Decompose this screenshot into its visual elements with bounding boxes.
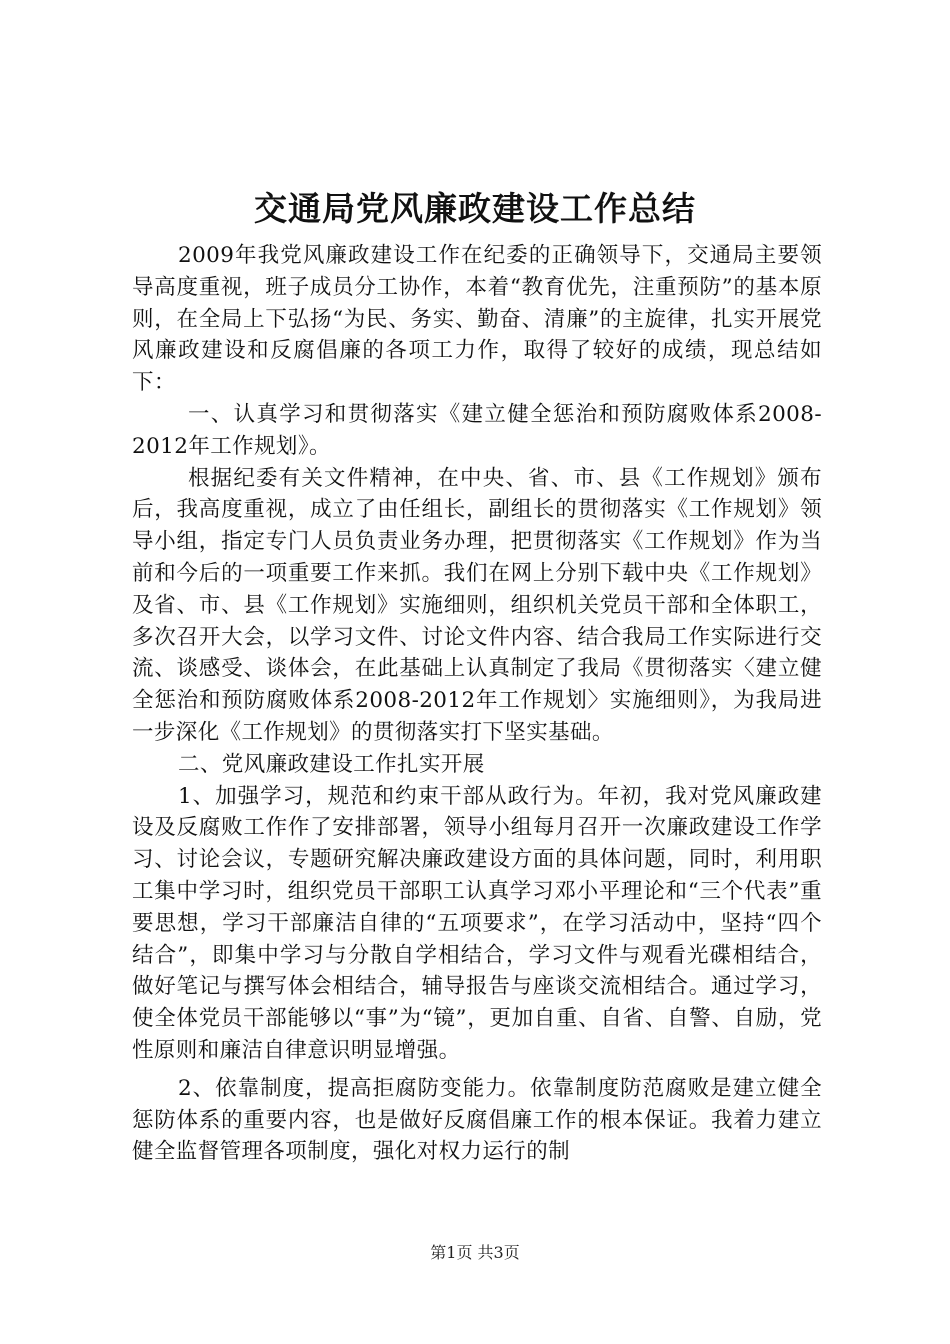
section-heading-1: 一、认真学习和贯彻落实《建立健全惩治和预防腐败体系2008-2012年工作规划》。 xyxy=(132,401,822,459)
document-body xyxy=(132,240,822,1168)
document-title: 交通局党风廉政建设工作总结 xyxy=(254,189,696,228)
intro-paragraph: 2009年我党风廉政建设工作在纪委的正确领导下，交通局主要领导高度重视，班子成员分工协作，本着“教育优先，注重预防”的基本原则，在全局上下弘扬“为民、务实、勤奋、清廉”的主旋律，扎实开展党风廉政建设和反腐倡廉的各项工力作，取得了较好的成绩，现总结如下： xyxy=(132,243,822,396)
section-heading-2: 二、党风廉政建设工作扎实开展 xyxy=(178,751,485,777)
section-2-item-2-paragraph: 2、依靠制度，提高拒腐防变能力。依靠制度防范腐败是建立健全惩防体系的重要内容，也是做好反腐倡廉工作的根本保证。我着力建立健全监督管理各项制度，强化对权力运行的制 xyxy=(132,1075,822,1165)
section-2-item-1-paragraph: 1、加强学习，规范和约束干部从政行为。年初，我对党风廉政建设及反腐败工作作了安排部署，领导小组每月召开一次廉政建设工作学习、讨论会议，专题研究解决廉政建设方面的具体问题，同时，利用职工集中学习时，组织党员干部职工认真学习邓小平理论和“三个代表”重要思想，学习干部廉洁自律的“五项要求”，在学习活动中，坚持“四个结合”，即集中学习与分散自学相结合，学习文件与观看光碟相结合，做好笔记与撰写体会相结合，辅导报告与座谈交流相结合。通过学习，使全体党员干部能够以“事”为“镜”，更加自重、自省、自警、自励，党性原则和廉洁自律意识明显增强。 xyxy=(132,783,822,1063)
page-number-footer: 第1页 共3页 xyxy=(430,1243,520,1262)
section-1-paragraph: 根据纪委有关文件精神，在中央、省、市、县《工作规划》颁布后，我高度重视，成立了由任组长，副组长的贯彻落实《工作规划》领导小组，指定专门人员负责业务办理，把贯彻落实《工作规划》作为当前和今后的一项重要工作来抓。我们在网上分别下载中央《工作规划》及省、市、县《工作规划》实施细则，组织机关党员干部和全体职工，多次召开大会，以学习文件、讨论文件内容、结合我局工作实际进行交流、谈感受、谈体会，在此基础上认真制定了我局《贯彻落实〈建立健全惩治和预防腐败体系2008-2012年工作规划〉实施细则》，为我局进一步深化《工作规划》的贯彻落实打下坚实基础。 xyxy=(132,465,822,745)
